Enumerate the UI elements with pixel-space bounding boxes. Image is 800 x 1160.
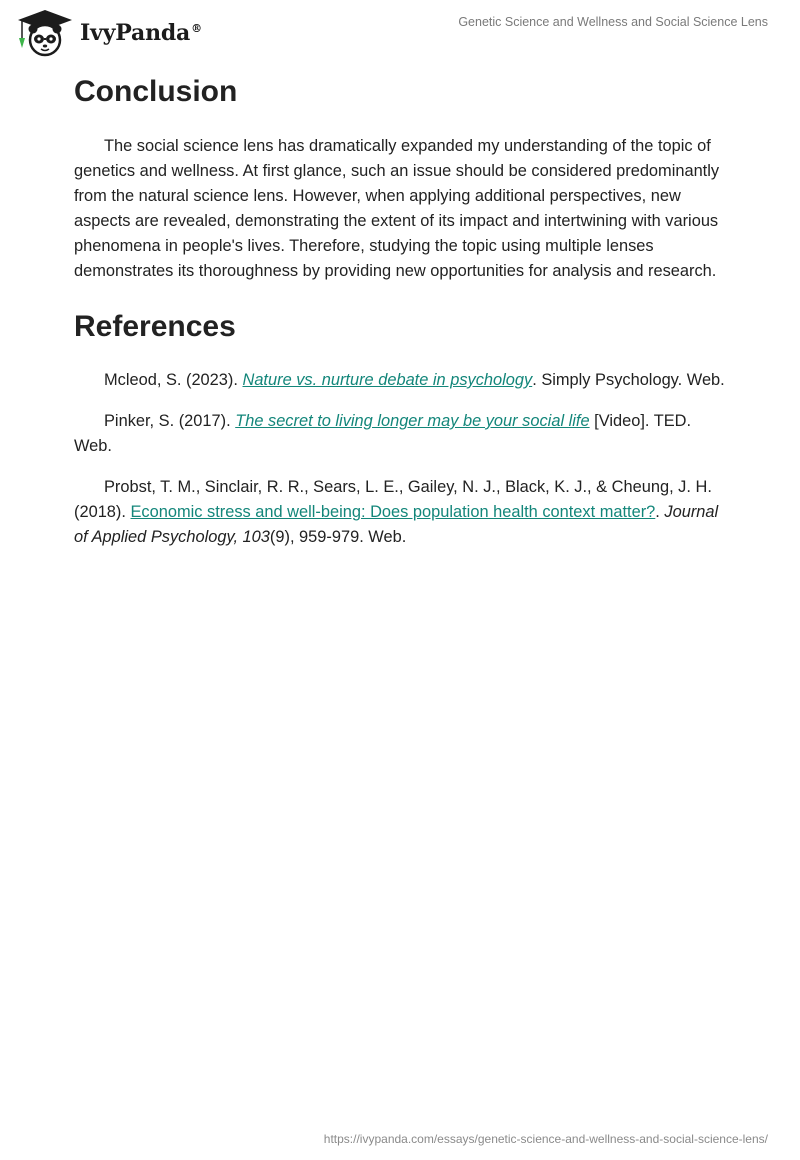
reference-link-mcleod[interactable]: Nature vs. nurture debate in psychology — [242, 371, 533, 389]
reference-item: Probst, T. M., Sinclair, R. R., Sears, L. E., Gailey, N. J., Black, K. J., & Cheung, J. H. (2018). Economic stress and well-being: Does population health context matter?. Journal of Applied Psychology, 103(9), 959-979. Web. — [74, 478, 719, 546]
reference-item: Pinker, S. (2017). The secret to living longer may be your social life [Video]. TED. Web. — [74, 412, 692, 455]
essay-content — [74, 72, 730, 566]
brand-logo[interactable] — [14, 8, 202, 58]
journal-title: Journal of Applied Psychology, 103 — [74, 503, 719, 546]
reference-link-pinker[interactable]: The secret to living longer may be your social life — [235, 412, 590, 430]
panda-graduate-icon — [14, 8, 76, 58]
document-title: Genetic Science and Wellness and Social Science Lens — [458, 15, 768, 29]
footer-url[interactable]: https://ivypanda.com/essays/genetic-science-and-wellness-and-social-science-lens/ — [323, 1132, 768, 1146]
references-heading: References — [74, 310, 236, 343]
reference-link-probst[interactable]: Economic stress and well-being: Does population health context matter? — [130, 503, 656, 521]
conclusion-paragraph: The social science lens has dramatically expanded my understanding of the topic of genetics and wellness. At first glance, such an issue should be considered predominantly from the natural science lens. However, when applying additional perspectives, new aspects are revealed, demonstrating the extent of its impact and intertwining with various phenomena in people's lives. Therefore, studying the topic using multiple lenses demonstrates its thoroughness by providing new opportunities for analysis and research. — [74, 137, 720, 280]
brand-name: IvyPanda® — [80, 20, 202, 46]
reference-item: Mcleod, S. (2023). Nature vs. nurture debate in psychology. Simply Psychology. Web. — [104, 371, 725, 389]
page-header — [0, 0, 800, 64]
conclusion-heading: Conclusion — [74, 75, 238, 108]
references-list — [74, 368, 730, 550]
